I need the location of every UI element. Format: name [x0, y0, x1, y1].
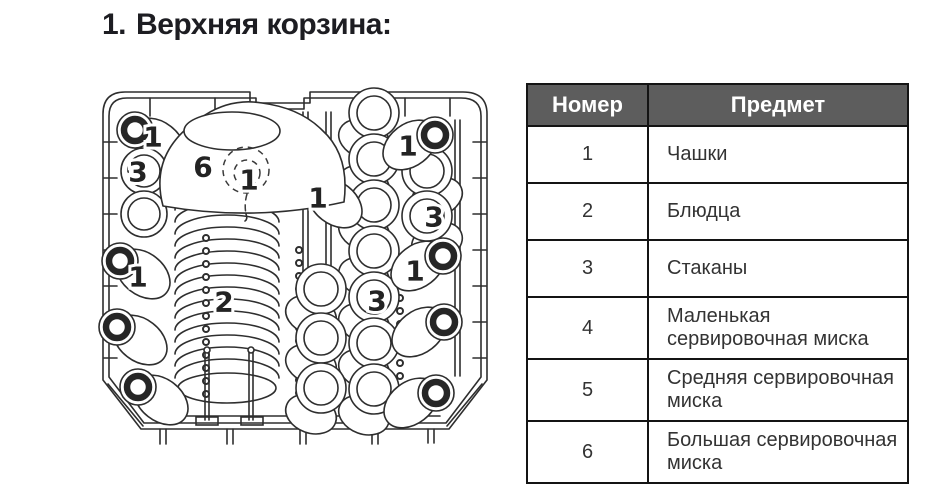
- item-number-cell: 3: [527, 240, 648, 297]
- diagram-number-label: 3: [424, 200, 444, 234]
- table-row: [527, 240, 908, 297]
- item-name-cell: Большая сервировочная миска: [648, 421, 908, 483]
- diagram-number-label: 2: [214, 285, 234, 319]
- table-row: [527, 421, 908, 483]
- diagram-number-label: 3: [367, 284, 387, 318]
- diagram-number-label: 1: [143, 120, 163, 154]
- item-number-cell: 4: [527, 297, 648, 359]
- items-table: [526, 83, 909, 484]
- table-row: [527, 126, 908, 183]
- diagram-number-label: 1: [398, 129, 418, 163]
- table-header-row: [527, 84, 908, 126]
- item-name-cell: Стаканы: [648, 240, 908, 297]
- item-name-cell: Маленькая сервировочная миска: [648, 297, 908, 359]
- item-number-cell: 6: [527, 421, 648, 483]
- item-number-cell: 2: [527, 183, 648, 240]
- diagram-number-label: 1: [239, 163, 259, 197]
- diagram-number-label: 1: [128, 260, 148, 294]
- item-number-cell: 1: [527, 126, 648, 183]
- item-number-cell: 5: [527, 359, 648, 421]
- page-title: [102, 8, 391, 42]
- item-name-cell: Средняя сервировочная миска: [648, 359, 908, 421]
- section-number: 1.: [102, 8, 127, 41]
- diagram-number-label: 6: [193, 150, 213, 184]
- header-item: Предмет: [648, 84, 908, 126]
- items-table-body: [527, 126, 908, 483]
- table-row: [527, 297, 908, 359]
- item-name-cell: Чашки: [648, 126, 908, 183]
- basket-diagram: [96, 82, 494, 454]
- diagram-number-label: 1: [308, 181, 328, 215]
- dishwasher-basket-drawing: [96, 82, 494, 454]
- diagram-number-label: 1: [405, 254, 425, 288]
- item-name-cell: Блюдца: [648, 183, 908, 240]
- section-title-text: Верхняя корзина:: [136, 8, 392, 41]
- table-row: [527, 359, 908, 421]
- table-row: [527, 183, 908, 240]
- diagram-number-label: 3: [128, 155, 148, 189]
- header-number: Номер: [527, 84, 648, 126]
